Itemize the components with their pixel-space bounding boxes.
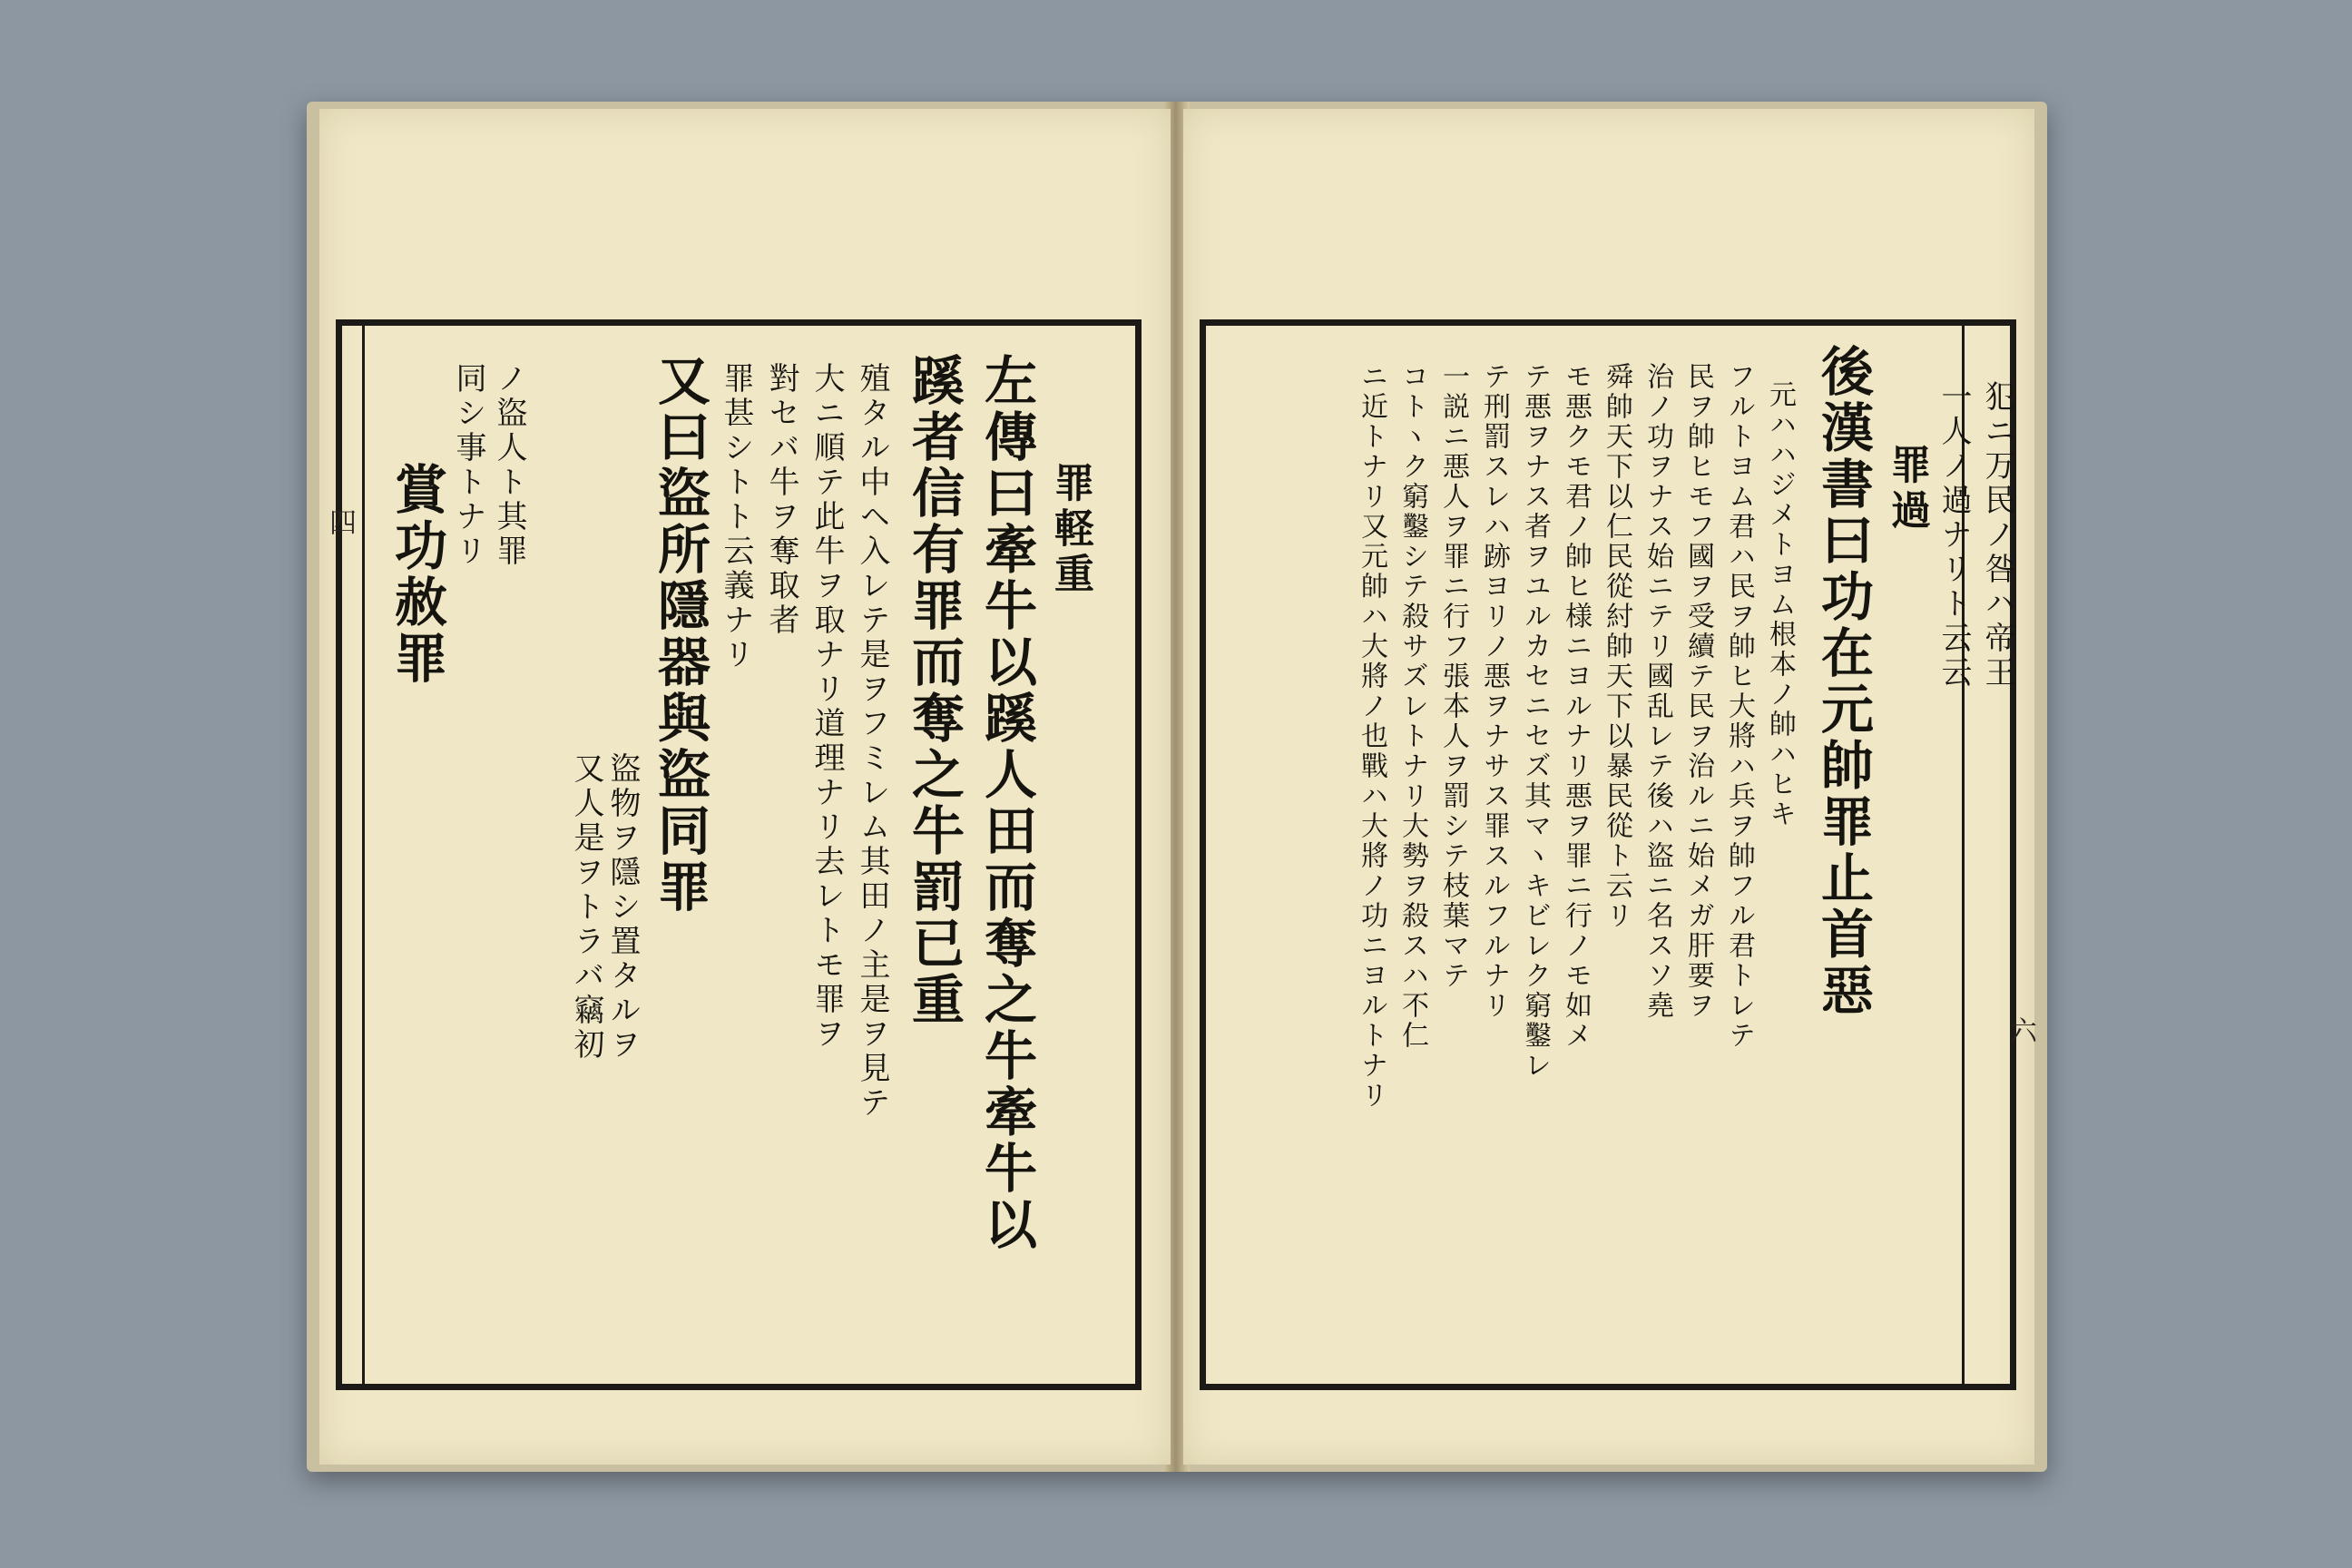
column-l3: 殖タル中ヘ入レテ是ヲフミレム其田ノ主是ヲ見テ bbox=[854, 362, 890, 1121]
column-r7: モ悪クモ君ノ帥ヒ様ニヨルナリ悪ヲ罪ニ行ノモ如メ bbox=[1560, 362, 1592, 1051]
column-r8: テ悪ヲナス者ヲユルカセニセズ其マヽキビレク窮鑿レ bbox=[1519, 362, 1551, 1081]
left-text-frame bbox=[336, 319, 1142, 1390]
column-r6: 舜帥天下以仁民從紂帥天下以暴民從ト云リ bbox=[1601, 362, 1632, 931]
column-r-top2: 一人ノ過ナリト云云 bbox=[1936, 380, 1972, 691]
column-r12: ニ近トナリ又元帥ハ大將ノ也戰ハ大將ノ功ニヨルトナリ bbox=[1356, 362, 1387, 1111]
right-text-frame bbox=[1200, 319, 2016, 1390]
column-l9: 又人是ヲトラバ竊初 bbox=[568, 752, 604, 1063]
column-r-top1: 犯ニ万民ノ咎ハ帝王 bbox=[1979, 380, 2015, 691]
column-l7: 又曰盜所隱器與盜同罪 bbox=[649, 353, 710, 916]
column-r2: 元ハハジメトヨム根本ノ帥ハヒキ bbox=[1764, 380, 1796, 829]
column-r1: 後漢書曰功在元帥罪止首惡 bbox=[1812, 344, 1874, 1019]
column-l4: 大ニ順テ此牛ヲ取ナリ道理ナリ去レトモ罪ヲ bbox=[808, 362, 845, 1052]
open-book bbox=[307, 102, 2047, 1472]
column-l2: 蹊者信有罪而奪之牛罰已重 bbox=[903, 353, 965, 1028]
column-l1: 左傳曰牽牛以蹊人田而奪之牛牽牛以 bbox=[975, 353, 1037, 1253]
column-l10: ノ盜人ト其罪 bbox=[491, 362, 527, 569]
column-l6: 罪甚シトト云義ナリ bbox=[718, 362, 754, 672]
column-r3: フルトヨム君ハ民ヲ帥ヒ大將ハ兵ヲ帥フル君トレテ bbox=[1723, 362, 1755, 1051]
column-heading-shoukou: 賞功赦罪 bbox=[386, 462, 447, 687]
left-frame-inner-rule bbox=[362, 326, 365, 1384]
column-heading-keijuu: 罪軽重 bbox=[1047, 462, 1093, 598]
column-l11: 同シ事トナリ bbox=[450, 362, 486, 569]
column-r10: 一説ニ悪人ヲ罪ニ行フ張本人ヲ罰シテ枝葉マテ bbox=[1437, 362, 1469, 991]
column-l8: 盜物ヲ隱シ置タルヲ bbox=[604, 752, 641, 1063]
left-page bbox=[319, 109, 1171, 1465]
column-r5: 治ノ功ヲナス始ニテリ國乱レテ後ハ盜ニ名スソ堯 bbox=[1642, 362, 1673, 1021]
column-r4: 民ヲ帥ヒモフ國ヲ受續テ民ヲ治ルニ始メガ肝要ヲ bbox=[1682, 362, 1714, 1021]
column-heading-zaika: 罪過 bbox=[1884, 444, 1930, 534]
right-page bbox=[1183, 109, 2034, 1465]
column-l5: 對セバ牛ヲ奪取者 bbox=[763, 362, 799, 638]
column-r9: テ刑罰スレハ跡ヨリノ悪ヲナサス罪スルフルナリ bbox=[1478, 362, 1510, 1021]
right-margin-page-mark: 六 bbox=[2004, 1016, 2036, 1044]
left-margin-page-mark: 四 bbox=[324, 508, 356, 535]
column-r11: コトヽク窮鑿シテ殺サズレトナリ大勢ヲ殺スハ不仁 bbox=[1396, 362, 1428, 1051]
